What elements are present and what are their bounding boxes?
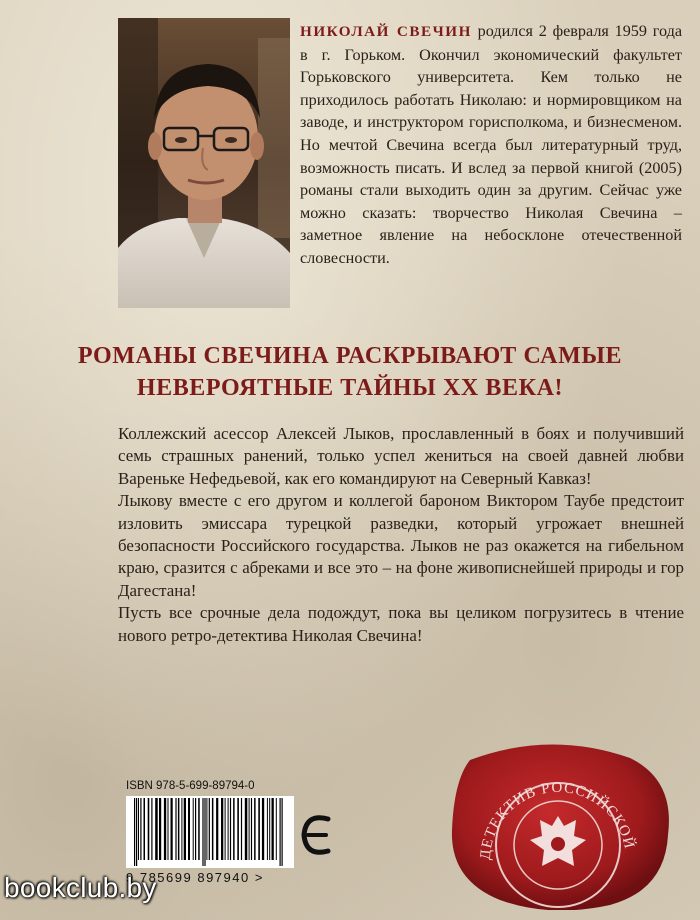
- book-annotation: [118, 423, 684, 647]
- barcode-guard: [282, 798, 283, 866]
- barcode-bar: [251, 798, 252, 860]
- barcode-bar: [241, 798, 242, 860]
- barcode-bar: [228, 798, 229, 860]
- author-name: НИКОЛАЙ СВЕЧИН: [300, 23, 472, 40]
- barcode-bar: [178, 798, 180, 860]
- barcode-bar: [155, 798, 158, 860]
- isbn-label: ISBN 978-5-699-89794-0: [126, 780, 255, 792]
- barcode-bar: [233, 798, 235, 860]
- barcode-bar: [151, 798, 152, 860]
- barcode-bar: [164, 798, 166, 860]
- barcode-bar: [272, 798, 274, 860]
- barcode-bar: [212, 798, 214, 860]
- seal-text: ДЕТЕКТИВ РОССИЙСКОЙ: [477, 779, 638, 861]
- watermark: bookclub.by: [4, 872, 157, 903]
- barcode-bar: [159, 798, 161, 860]
- barcode-bar: [225, 798, 226, 860]
- tagline-headline: [0, 340, 700, 404]
- barcode-guard: [134, 798, 135, 866]
- barcode-bar: [267, 798, 268, 860]
- tagline-line-1: РОМАНЫ СВЕЧИНА РАСКРЫВАЮТ САМЫЕ: [77, 343, 623, 369]
- barcode-bar: [193, 798, 194, 860]
- barcode-bar: [206, 798, 207, 860]
- barcode: [126, 796, 294, 868]
- publisher-logo-icon: [298, 805, 334, 865]
- barcode-bar: [198, 798, 200, 860]
- annotation-paragraph-3: Пусть все срочные дела подождут, пока вы целиком погрузитесь в чтение нового ретро-детектива Николая Свечина!: [118, 603, 684, 645]
- author-bio: [300, 20, 682, 270]
- barcode-bar: [262, 798, 264, 860]
- barcode-guard: [280, 798, 281, 866]
- barcode-bar: [269, 798, 270, 860]
- barcode-bar: [237, 798, 239, 860]
- annotation-paragraph-2: Лыкову вместе с его другом и коллегой бароном Виктором Таубе предстоит изловить эмиссара турецкой разведки, который угрожает внешней безопасности Российского государства. Лыков не раз окажется на гибельном краю, сразится с абреками и все это – на фоне живописнейшей природы и гор Дагестана!: [118, 491, 684, 600]
- barcode-bar: [195, 798, 196, 860]
- barcode-bar: [148, 798, 150, 860]
- barcode-bar: [276, 798, 277, 860]
- barcode-bar: [138, 798, 139, 860]
- barcode-bar: [249, 798, 250, 860]
- barcode-bar: [209, 798, 210, 860]
- barcode-bar: [221, 798, 223, 860]
- barcode-bar: [258, 798, 260, 860]
- tagline-line-2: НЕВЕРОЯТНЫЕ ТАЙНЫ XX ВЕКА!: [136, 375, 564, 401]
- author-photo: [118, 18, 290, 308]
- annotation-paragraph-1: Коллежский асессор Алексей Лыков, прославленный в боях и получивший семь страшных ранений, только успел жениться на своей давней любви Вареньке Нефедьевой, как его командируют на Северный Кавказ!: [118, 424, 684, 488]
- barcode-guard: [204, 798, 205, 866]
- barcode-digits: 9 785699 897940 >: [126, 870, 264, 885]
- barcode-guard: [202, 798, 203, 866]
- author-bio-text: родился 2 февраля 1959 года в г. Горьком. Окончил экономический факультет Горьковского университета. Кем только не приходилось работать Николаю: и нормировщиком на заводе, и инструктором горисполкома, и бизнесменом. Но мечтой Свечина всегда был литературный труд, возможность писать. И вслед за первой книгой (2005) романы стали выходить один за другим. Сейчас уже можно сказать: творчество Николая Свечина – заметное явление на небосклоне отечественной словесности.: [300, 22, 683, 267]
- barcode-bar: [184, 798, 186, 860]
- barcode-bar: [144, 798, 146, 860]
- series-seal: [430, 740, 680, 910]
- barcode-bar: [175, 798, 176, 860]
- barcode-bar: [230, 798, 231, 860]
- barcode-bar: [168, 798, 169, 860]
- barcode-bar: [188, 798, 190, 860]
- barcode-bar: [245, 798, 248, 860]
- barcode-guard: [136, 798, 137, 866]
- barcode-bar: [216, 798, 218, 860]
- barcode-bar: [140, 798, 141, 860]
- barcode-bar: [171, 798, 173, 860]
- barcode-bar: [181, 798, 182, 860]
- barcode-bar: [254, 798, 256, 860]
